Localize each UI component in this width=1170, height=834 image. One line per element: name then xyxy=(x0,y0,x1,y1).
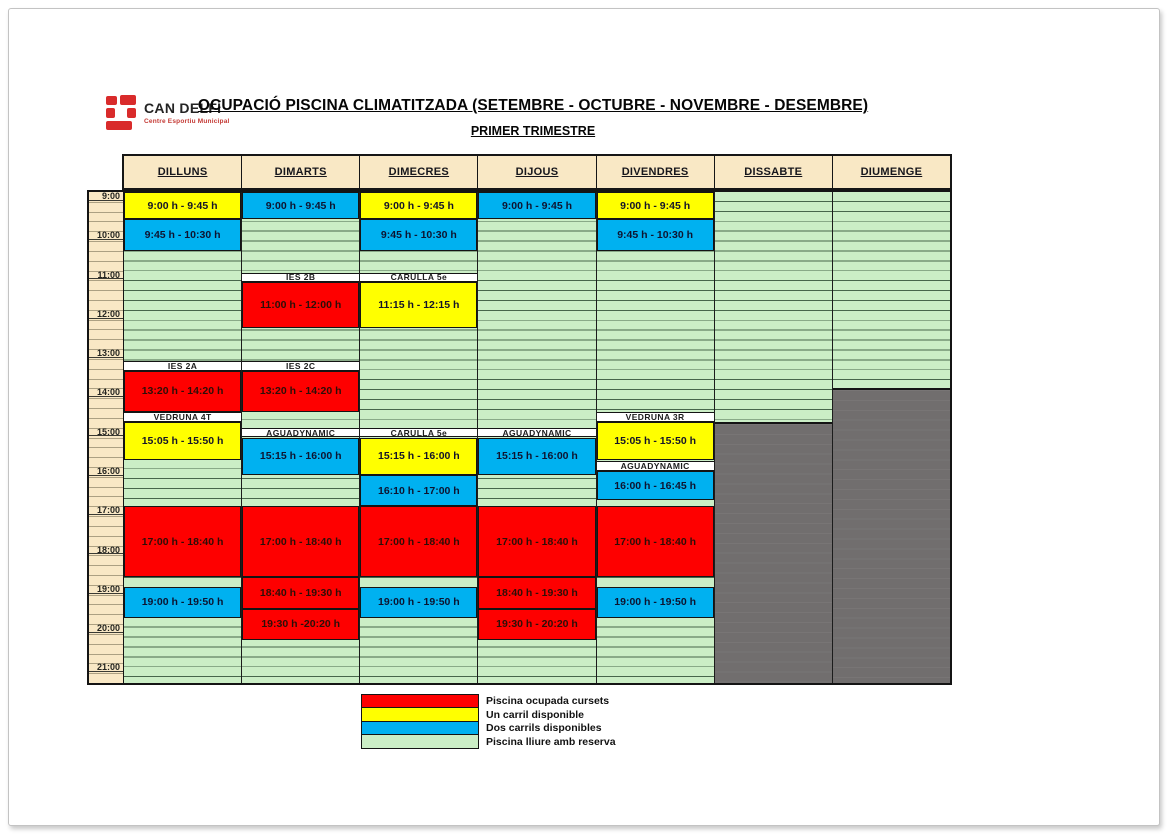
group-band xyxy=(242,273,359,283)
hour-label-1100: 11:00 xyxy=(89,271,123,280)
slot-time-label: 9:45 h - 10:30 h xyxy=(144,229,221,242)
gutter-quarter-line xyxy=(89,212,123,213)
day-header-diumenge xyxy=(832,156,950,188)
gutter-quarter-line xyxy=(89,241,123,242)
gutter-quarter-line xyxy=(89,614,123,615)
gutter-quarter-line xyxy=(89,418,123,419)
slot-time-label: 16:00 h - 16:45 h xyxy=(614,479,696,492)
slot-time-label: 18:40 h - 19:30 h xyxy=(496,587,578,600)
group-band-label: AGUADYNAMIC xyxy=(620,460,690,471)
day-column-dilluns xyxy=(124,192,241,683)
day-header-dissabte xyxy=(714,156,832,188)
group-band xyxy=(360,273,477,283)
slot-blue xyxy=(360,587,477,618)
gutter-quarter-line xyxy=(89,516,123,517)
day-column-dissabte xyxy=(714,192,832,683)
gutter-quarter-line xyxy=(89,300,123,301)
day-header-label: DIJOUS xyxy=(515,166,559,178)
slot-time-label: 9:00 h - 9:45 h xyxy=(383,199,454,212)
hour-label-1400: 14:00 xyxy=(89,388,123,397)
legend-label: Un carril disponible xyxy=(486,708,585,721)
slot-blue xyxy=(124,587,241,618)
gutter-quarter-line xyxy=(89,202,123,203)
gutter-quarter-line xyxy=(89,457,123,458)
gutter-quarter-line xyxy=(89,379,123,380)
slot-yellow xyxy=(360,192,477,219)
hour-label-1200: 12:00 xyxy=(89,310,123,319)
gutter-quarter-line xyxy=(89,673,123,674)
closed-zone xyxy=(715,422,832,683)
slot-red xyxy=(242,506,359,577)
page-title: OCUPACIÓ PISCINA CLIMATITZADA (SETEMBRE - OCTUBRE - NOVEMBRE - DESEMBRE) xyxy=(197,97,869,114)
day-header-dijous xyxy=(477,156,595,188)
hour-label-1500: 15:00 xyxy=(89,428,123,437)
gutter-quarter-line xyxy=(89,555,123,556)
slot-blue xyxy=(478,438,595,475)
slot-yellow xyxy=(124,422,241,460)
group-band-label: CARULLA 5e xyxy=(390,272,448,283)
day-header-label: DISSABTE xyxy=(744,166,803,178)
slot-blue xyxy=(597,471,714,500)
group-band xyxy=(597,412,714,422)
group-band-label: CARULLA 5e xyxy=(390,427,448,438)
hour-label-2000: 20:00 xyxy=(89,624,123,633)
slot-time-label: 19:00 h - 19:50 h xyxy=(141,596,224,609)
gutter-quarter-line xyxy=(89,644,123,645)
slot-time-label: 15:15 h - 16:00 h xyxy=(259,450,342,463)
gutter-quarter-line xyxy=(89,280,123,281)
schedule-grid xyxy=(87,190,952,685)
slot-time-label: 15:05 h - 15:50 h xyxy=(614,435,696,448)
slot-time-label: 18:40 h - 19:30 h xyxy=(259,587,342,600)
slot-yellow xyxy=(124,192,241,219)
slot-time-label: 17:00 h - 18:40 h xyxy=(259,535,342,548)
time-gutter xyxy=(89,192,124,683)
slot-blue xyxy=(597,219,714,250)
day-header-label: DIMECRES xyxy=(388,166,450,178)
closed-zone xyxy=(833,388,950,683)
slot-blue xyxy=(124,219,241,250)
slot-red xyxy=(242,609,359,640)
slot-yellow xyxy=(360,282,477,327)
group-band-label: VEDRUNA 4T xyxy=(153,411,212,422)
gutter-quarter-line xyxy=(89,251,123,252)
group-band xyxy=(124,361,241,371)
slot-red xyxy=(242,282,359,327)
day-header-label: DIUMENGE xyxy=(860,166,923,178)
slot-time-label: 11:15 h - 12:15 h xyxy=(378,298,460,311)
hour-label-2100: 21:00 xyxy=(89,663,123,672)
group-band-label: AGUADYNAMIC xyxy=(266,427,336,438)
slot-blue xyxy=(597,587,714,618)
gutter-quarter-line xyxy=(89,261,123,262)
gutter-quarter-line xyxy=(89,496,123,497)
gutter-quarter-line xyxy=(89,565,123,566)
gutter-quarter-line xyxy=(89,526,123,527)
slot-red xyxy=(124,371,241,412)
slot-time-label: 15:15 h - 16:00 h xyxy=(378,450,460,463)
day-column-divendres xyxy=(596,192,714,683)
gutter-quarter-line xyxy=(89,221,123,222)
slot-red xyxy=(124,506,241,577)
document-page xyxy=(8,8,1160,826)
gutter-quarter-line xyxy=(89,604,123,605)
slot-time-label: 13:20 h - 14:20 h xyxy=(259,385,342,398)
gutter-quarter-line xyxy=(89,320,123,321)
slot-time-label: 15:05 h - 15:50 h xyxy=(141,435,224,448)
gutter-quarter-line xyxy=(89,369,123,370)
group-band-label: AGUADYNAMIC xyxy=(502,427,572,438)
slot-time-label: 15:15 h - 16:00 h xyxy=(496,450,578,463)
slot-time-label: 19:30 h -20:20 h xyxy=(261,618,341,631)
gutter-quarter-line xyxy=(89,339,123,340)
slot-time-label: 17:00 h - 18:40 h xyxy=(496,535,578,548)
gutter-quarter-line xyxy=(89,575,123,576)
slot-red xyxy=(478,577,595,609)
group-band-label: IES 2C xyxy=(286,360,316,371)
group-band-label: VEDRUNA 3R xyxy=(625,411,685,422)
group-band xyxy=(242,361,359,371)
slot-time-label: 19:00 h - 19:50 h xyxy=(614,596,696,609)
day-header-label: DILLUNS xyxy=(157,166,208,178)
slot-time-label: 11:00 h - 12:00 h xyxy=(260,298,342,311)
slot-time-label: 9:45 h - 10:30 h xyxy=(380,229,457,242)
gutter-quarter-line xyxy=(89,447,123,448)
gutter-quarter-line xyxy=(89,654,123,655)
slot-time-label: 19:30 h - 20:20 h xyxy=(496,618,578,631)
logo-tagline: Centre Esportiu Municipal xyxy=(144,118,230,125)
group-band xyxy=(242,428,359,438)
legend xyxy=(361,695,616,749)
gutter-quarter-line xyxy=(89,398,123,399)
slot-red xyxy=(242,371,359,412)
slot-blue xyxy=(478,192,595,219)
day-header-dilluns xyxy=(124,156,241,188)
hour-label-1700: 17:00 xyxy=(89,506,123,515)
hour-label-1300: 13:00 xyxy=(89,349,123,358)
slot-time-label: 9:00 h - 9:45 h xyxy=(147,199,218,212)
legend-swatch xyxy=(361,734,479,749)
slot-time-label: 9:00 h - 9:45 h xyxy=(620,199,691,212)
day-column-diumenge xyxy=(832,192,950,683)
day-header-label: DIVENDRES xyxy=(621,166,689,178)
slot-yellow xyxy=(597,192,714,219)
day-header-divendres xyxy=(596,156,714,188)
gutter-quarter-line xyxy=(89,438,123,439)
gutter-quarter-line xyxy=(89,487,123,488)
slot-time-label: 17:00 h - 18:40 h xyxy=(378,535,460,548)
group-band xyxy=(360,428,477,438)
schedule-body xyxy=(124,192,950,683)
slot-time-label: 17:00 h - 18:40 h xyxy=(614,535,696,548)
slot-yellow xyxy=(360,438,477,475)
day-column-dimecres xyxy=(359,192,477,683)
day-header-dimecres xyxy=(359,156,477,188)
gutter-quarter-line xyxy=(89,595,123,596)
logo-name: CAN DELFÍ xyxy=(144,100,222,116)
slot-time-label: 9:00 h - 9:45 h xyxy=(265,199,336,212)
day-column-dijous xyxy=(477,192,595,683)
slot-blue xyxy=(360,475,477,506)
legend-label: Piscina ocupada cursets xyxy=(486,695,610,707)
slot-yellow xyxy=(597,422,714,460)
slot-time-label: 9:45 h - 10:30 h xyxy=(617,229,694,242)
gutter-quarter-line xyxy=(89,408,123,409)
group-band xyxy=(478,428,595,438)
slot-red xyxy=(478,506,595,577)
legend-row xyxy=(361,734,616,749)
schedule-table xyxy=(87,154,954,685)
hour-label-900: 9:00 xyxy=(89,192,123,201)
gutter-quarter-line xyxy=(89,359,123,360)
gutter-quarter-line xyxy=(89,634,123,635)
day-header-row xyxy=(122,154,952,190)
hour-label-1600: 16:00 xyxy=(89,467,123,476)
group-band-label: IES 2A xyxy=(167,360,198,371)
slot-blue xyxy=(242,438,359,475)
slot-blue xyxy=(360,219,477,250)
gutter-quarter-line xyxy=(89,290,123,291)
group-band xyxy=(597,461,714,471)
slot-time-label: 19:00 h - 19:50 h xyxy=(378,596,460,609)
hour-label-1000: 10:00 xyxy=(89,231,123,240)
title-block xyxy=(114,97,952,138)
slot-red xyxy=(478,609,595,640)
slot-red xyxy=(242,577,359,609)
slot-red xyxy=(360,506,477,577)
gutter-quarter-line xyxy=(89,536,123,537)
day-column-dimarts xyxy=(241,192,359,683)
gutter-quarter-line xyxy=(89,477,123,478)
hour-label-1800: 18:00 xyxy=(89,546,123,555)
slot-time-label: 9:00 h - 9:45 h xyxy=(501,199,572,212)
group-band-label: IES 2B xyxy=(286,272,316,283)
group-band xyxy=(124,412,241,422)
slot-red xyxy=(597,506,714,577)
slot-time-label: 16:10 h - 17:00 h xyxy=(378,484,460,497)
slot-time-label: 13:20 h - 14:20 h xyxy=(141,385,224,398)
legend-label: Dos carrils disponibles xyxy=(486,722,602,734)
slot-blue xyxy=(242,192,359,219)
hour-label-1900: 19:00 xyxy=(89,585,123,594)
legend-label: Piscina lliure amb reserva xyxy=(486,735,616,748)
day-header-dimarts xyxy=(241,156,359,188)
day-header-label: DIMARTS xyxy=(274,166,327,178)
gutter-quarter-line xyxy=(89,329,123,330)
page-subtitle: PRIMER TRIMESTRE xyxy=(470,124,596,138)
slot-time-label: 17:00 h - 18:40 h xyxy=(141,535,224,548)
